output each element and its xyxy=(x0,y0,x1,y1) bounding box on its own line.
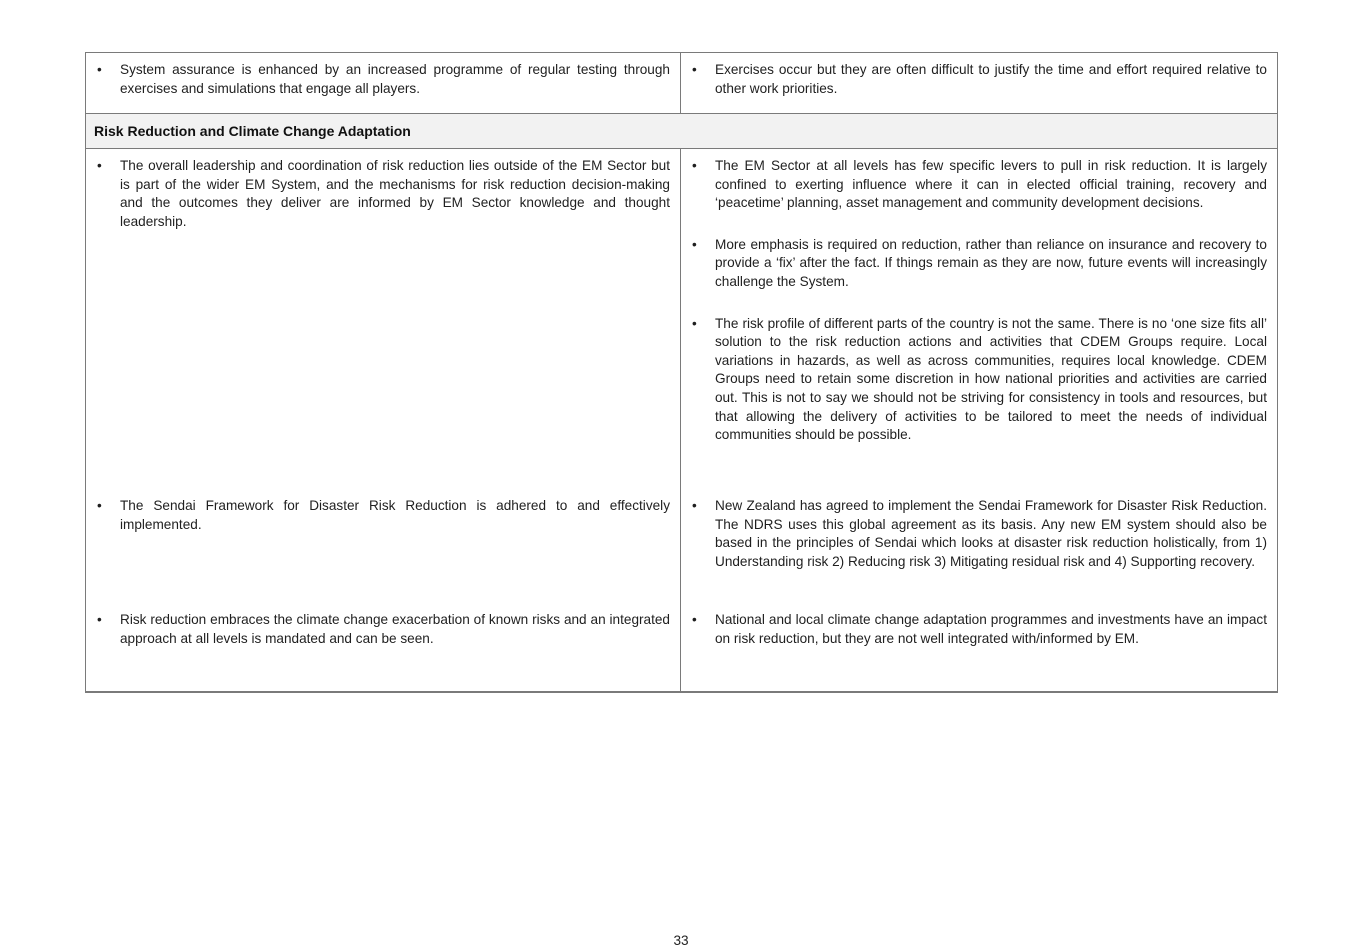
list-item xyxy=(86,497,670,534)
bullet-text: The overall leadership and coordination of risk reduction lies outside of the EM Sector but is part of the wider EM System, and the mechanisms for risk reduction decision-making and the outcomes they deliver are informed by EM Sector knowledge and thought leadership. xyxy=(120,158,670,229)
list-item xyxy=(681,315,1267,445)
bullet-text: The Sendai Framework for Disaster Risk Reduction is adhered to and effectively implemented. xyxy=(120,498,670,532)
bullet-icon xyxy=(692,236,715,292)
list-item xyxy=(681,497,1267,571)
list-item xyxy=(681,61,1267,98)
bullet-text: New Zealand has agreed to implement the Sendai Framework for Disaster Risk Reduction. The NDRS uses this global agreement as its basis. Any new EM system should also be based in the principles of Sendai which looks at disaster risk reduction holistically, from 1) Understanding risk 2) Reducing risk 3) Mitigating residual risk and 4) Supporting recovery. xyxy=(715,498,1267,569)
comparison-table xyxy=(85,52,1278,693)
bullet-text: More emphasis is required on reduction, rather than reliance on insurance and recovery to provide a ‘fix’ after the fact. If things remain as they are now, future events will increasingly challenge the System. xyxy=(715,236,1267,289)
table-cell-right xyxy=(681,489,1277,603)
bullet-icon xyxy=(97,497,120,534)
table-cell-right xyxy=(681,53,1277,113)
table-cell-left xyxy=(86,603,681,691)
list-item xyxy=(681,236,1267,292)
section-header-title: Risk Reduction and Climate Change Adaptation xyxy=(94,123,411,139)
bullet-icon xyxy=(692,497,715,571)
list-item xyxy=(86,611,670,648)
table-row xyxy=(86,603,1277,691)
list-item xyxy=(681,157,1267,213)
table-cell-left xyxy=(86,489,681,603)
bullet-icon xyxy=(97,61,120,98)
table-row-continuation xyxy=(86,53,1277,113)
table-row xyxy=(86,149,1277,489)
bullet-icon xyxy=(692,61,715,98)
bullet-text: National and local climate change adaptation programmes and investments have an impact on risk reduction, but they are not well integrated with/informed by EM. xyxy=(715,612,1267,646)
bullet-icon xyxy=(692,611,715,648)
section-header-row xyxy=(86,113,1277,149)
bullet-text: Risk reduction embraces the climate change exacerbation of known risks and an integrated approach at all levels is mandated and can be seen. xyxy=(120,612,670,646)
bullet-text: The EM Sector at all levels has few specific levers to pull in risk reduction. It is largely confined to exerting influence where it can in elected official training, recovery and ‘peacetime’ planning, asset management and community development decisions. xyxy=(715,158,1267,211)
table-cell-left xyxy=(86,149,681,489)
bullet-text: Exercises occur but they are often difficult to justify the time and effort required relative to other work priorities. xyxy=(715,62,1267,96)
list-item xyxy=(681,611,1267,648)
bullet-text: The risk profile of different parts of the country is not the same. There is no ‘one size fits all’ solution to the risk reduction actions and activities that CDEM Groups require. Local variations in hazards, as well as across communities, requires local knowledge. CDEM Groups need to retain some discretion in how national priorities and activities are carried out. This is not to say we should not be striving for consistency in tools and resources, but that allowing the delivery of activities to be tailored to meet the needs of individual communities should be possible. xyxy=(715,315,1267,443)
table-cell-right xyxy=(681,603,1277,691)
table-cell-left xyxy=(86,53,681,113)
bullet-icon xyxy=(692,157,715,213)
bullet-icon xyxy=(97,611,120,648)
table-row xyxy=(86,489,1277,603)
bullet-icon xyxy=(692,315,715,445)
list-item xyxy=(86,157,670,231)
bullet-icon xyxy=(97,157,120,231)
page-number: 33 xyxy=(673,933,689,948)
bullet-text: System assurance is enhanced by an increased programme of regular testing through exercises and simulations that engage all players. xyxy=(120,62,670,96)
list-item xyxy=(86,61,670,98)
table-cell-right xyxy=(681,149,1277,489)
